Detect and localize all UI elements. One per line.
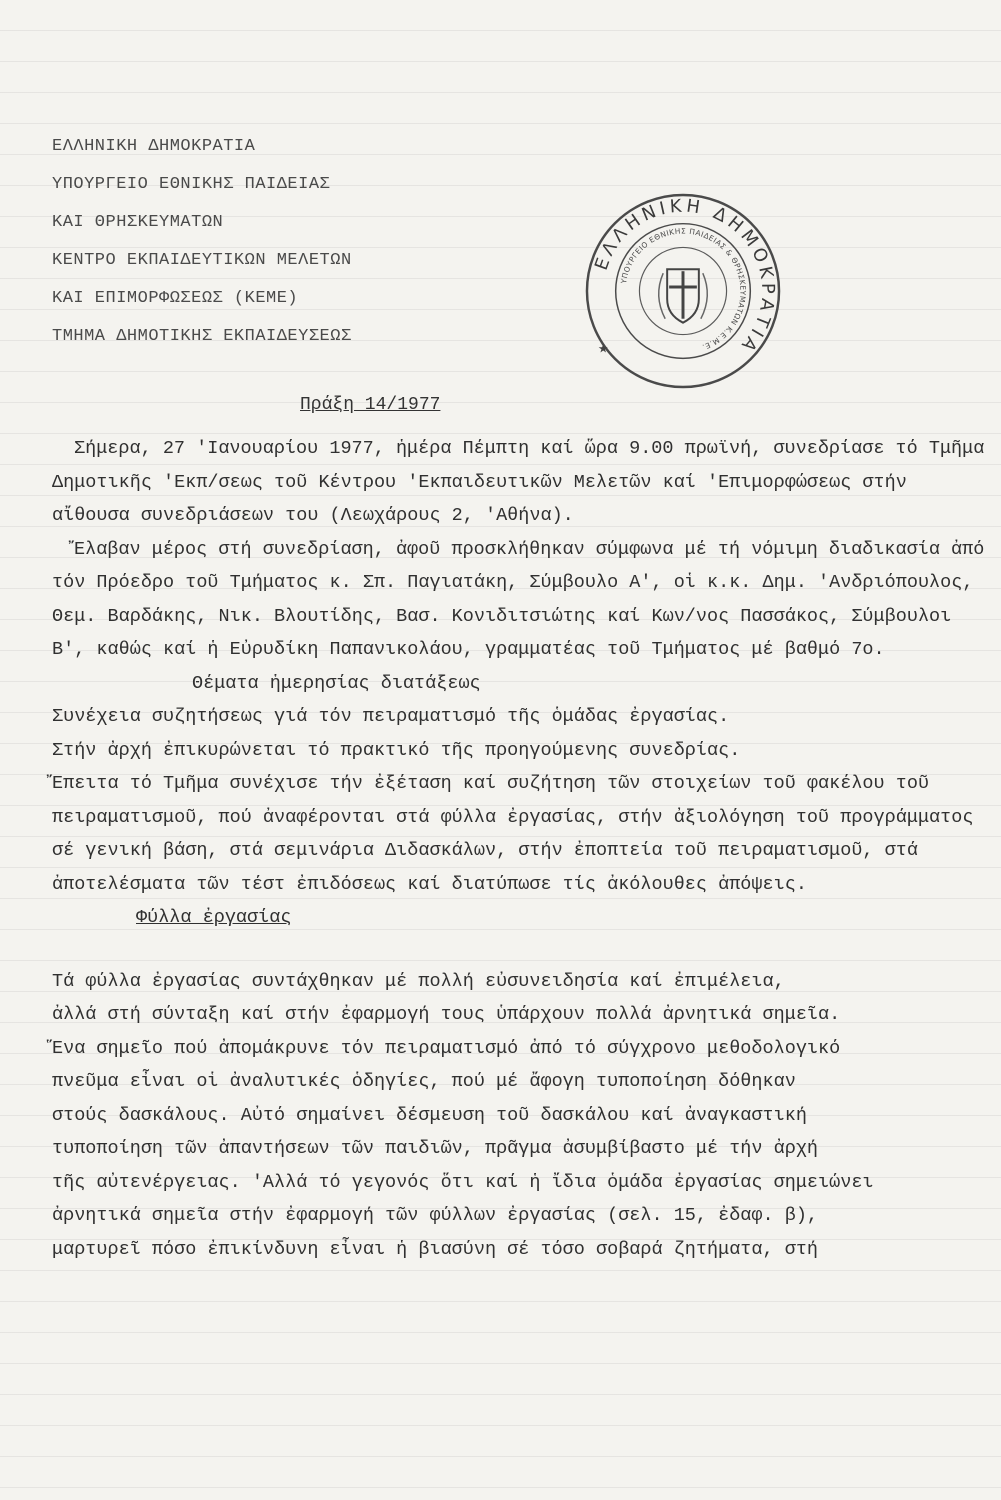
letterhead-line: ΥΠΟΥΡΓΕΙΟ ΕΘΝΙΚΗΣ ΠΑΙΔΕΙΑΣ: [52, 175, 331, 194]
worksheets-line: τῆς αὐτενέργειας. 'Αλλά τό γεγονός ὅτι καί ἡ ἴδια ὁμάδα ἐργασίας σημειώνει: [52, 1171, 874, 1193]
document-body: [52, 432, 992, 1266]
letterhead-line: ΚΕΝΤΡΟ ΕΚΠΑΙΔΕΥΤΙΚΩΝ ΜΕΛΕΤΩΝ: [52, 251, 352, 270]
svg-text:★: ★: [597, 341, 609, 356]
official-seal-icon: [584, 192, 782, 390]
paragraph-examination: Ἔπειτα τό Τμῆμα συνέχισε τήν ἐξέταση καί συζήτηση τῶν στοιχείων τοῦ φακέλου τοῦ πειραματισμοῦ, πού ἀναφέρονται στά φύλλα ἐργασίας, στήν ἀξιολόγηση τοῦ προγράμματος σέ γενική βάση, στά σεμινάρια Διδασκάλων, στήν ἐποπτεία τοῦ πειραματισμοῦ, στά ἀποτελέσματα τῶν τέστ ἐπιδόσεως καί διατύπωσε τίς ἀκόλουθες ἀπόψεις.: [52, 773, 974, 895]
document-title: Πράξη 14/1977: [300, 395, 441, 415]
worksheets-line: ἀλλά στή σύνταξη καί στήν ἐφαρμογή τους ὑπάρχουν πολλά ἀρνητικά σημεῖα.: [52, 1004, 841, 1025]
paragraph-attendees: Ἔλαβαν μέρος στή συνεδρίαση, ἀφοῦ προσκλήθηκαν σύμφωνα μέ τή νόμιμη διαδικασία ἀπό τόν Πρόεδρο τοῦ Τμήματος κ. Σπ. Παγιατάκη, Σύμβουλο Α', οἱ κ.κ. Δημ. 'Ανδριόπουλος, Θεμ. Βαρδάκης, Νικ. Βλουτίδης, Βασ. Κονιδιτσιώτης καί Κων/νος Πασσάκος, Σύμβουλοι Β', καθώς καί ἡ Εὐρυδίκη Παπανικολάου, γραμματέας τοῦ Τμήματος μέ βαθμό 7ο.: [52, 538, 985, 660]
section-title-worksheets: Φύλλα ἐργασίας: [136, 907, 292, 928]
letterhead-line: ΕΛΛΗΝΙΚΗ ΔΗΜΟΚΡΑΤΙΑ: [52, 137, 256, 156]
worksheets-line: τυποποίηση τῶν ἀπαντήσεων τῶν παιδιῶν, πρᾶγμα ἀσυμβίβαστο μέ τήν ἀρχή: [52, 1138, 819, 1159]
letterhead-line: ΤΜΗΜΑ ΔΗΜΟΤΙΚΗΣ ΕΚΠΑΙΔΕΥΣΕΩΣ: [52, 327, 352, 346]
agenda-heading: Θέματα ἡμερησίας διατάξεως: [192, 672, 481, 694]
worksheets-line: στούς δασκάλους. Αὐτό σημαίνει δέσμευση τοῦ δασκάλου καί ἀναγκαστική: [52, 1104, 807, 1126]
seal-outer-text: ΕΛΛΗΝΙΚΗ ΔΗΜΟΚΡΑΤΙΑ: [590, 195, 779, 359]
paragraph-meeting-opening: Σήμερα, 27 'Ιανουαρίου 1977, ἡμέρα Πέμπτη καί ὥρα 9.00 πρωϊνή, συνεδρίασε τό Τμῆμα Δημοτικῆς 'Εκπ/σεως τοῦ Κέντρου 'Εκπαιδευτικῶν Μελετῶν καί 'Επιμορφώσεως στήν αἴθουσα συνεδριάσεων του (Λεωχάρους 2, 'Αθήνα).: [52, 438, 985, 526]
letterhead-line: ΚΑΙ ΘΡΗΣΚΕΥΜΑΤΩΝ: [52, 213, 224, 232]
worksheets-line: ἀρνητικά σημεῖα στήν ἐφαρμογή τῶν φύλλων ἐργασίας (σελ. 15, ἐδαφ. β),: [52, 1205, 819, 1226]
worksheets-line: Ἕνα σημεῖο πού ἀπομάκρυνε τόν πειραματισμό ἀπό τό σύγχρονο μεθοδολογικό: [52, 1037, 841, 1059]
worksheets-line: Τά φύλλα ἐργασίας συντάχθηκαν μέ πολλή εὐσυνειδησία καί ἐπιμέλεια,: [52, 970, 785, 992]
paragraph-minutes-approval: Στήν ἀρχή ἐπικυρώνεται τό πρακτικό τῆς προηγούμενης συνεδρίας.: [52, 739, 741, 761]
letterhead: [52, 128, 352, 356]
worksheets-line: πνεῦμα εἶναι οἱ ἀναλυτικές ὁδηγίες, πού μέ ἄφογη τυποποίηση δόθηκαν: [52, 1071, 796, 1092]
section-gap: [52, 935, 992, 965]
worksheets-line: μαρτυρεῖ πόσο ἐπικίνδυνη εἶναι ἡ βιασύνη σέ τόσο σοβαρά ζητήματα, στή: [52, 1238, 819, 1260]
seal-inner-text: ΥΠΟΥΡΓΕΙΟ ΕΘΝΙΚΗΣ ΠΑΙΔΕΙΑΣ & ΘΡΗΣΚΕΥΜΑΤΩΝ Κ.Ε.Μ.Ε.: [619, 226, 748, 352]
agenda-item: Συνέχεια συζητήσεως γιά τόν πειραματισμό τῆς ὁμάδας ἐργασίας.: [52, 706, 730, 727]
letterhead-line: ΚΑΙ ΕΠΙΜΟΡΦΩΣΕΩΣ (ΚΕΜΕ): [52, 289, 299, 308]
